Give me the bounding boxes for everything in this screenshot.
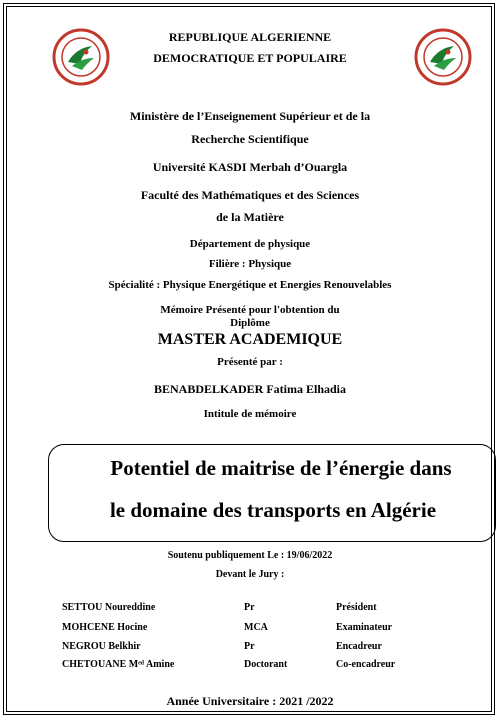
faculty-line-2: de la Matière xyxy=(216,210,284,224)
jury-grade: MCA xyxy=(244,622,268,633)
degree-title: MASTER ACADEMIQUE xyxy=(157,331,343,348)
ministry-line-2: Recherche Scientifique xyxy=(191,132,309,146)
memoire-title-line-2: le domaine des transports en Algérie xyxy=(109,498,437,522)
university-name: Université KASDI Merbah d’Ouargla xyxy=(152,160,348,174)
jury-grade: Pr xyxy=(244,602,255,613)
jury-role: Examinateur xyxy=(336,622,393,633)
defense-date: Soutenu publiquement Le : 19/06/2022 xyxy=(167,550,333,561)
republic-line-2: DEMOCRATIQUE ET POPULAIRE xyxy=(153,51,347,65)
presented-by-label: Présenté par : xyxy=(217,356,283,368)
jury-label: Devant le Jury : xyxy=(215,569,285,580)
republic-line-1: REPUBLIQUE ALGERIENNE xyxy=(168,30,332,44)
ministry-line-1: Ministère de l’Enseignement Supérieur et de la xyxy=(129,109,371,123)
memoire-title-line-1: Potentiel de maitrise de l’énergie dans xyxy=(110,456,452,480)
faculty-line-1: Faculté des Mathématiques et des Sciences xyxy=(140,188,360,202)
author-name: BENABDELKADER Fatima Elhadia xyxy=(153,382,347,396)
memoire-title-label: Intitule de mémoire xyxy=(203,408,297,420)
jury-name: MOHCENE Hocine xyxy=(62,622,148,633)
academic-year: Année Universitaire : 2021 /2022 xyxy=(166,694,334,708)
department: Département de physique xyxy=(189,238,311,250)
jury-role: Encadreur xyxy=(336,641,382,652)
presented-for-line-2: Diplôme xyxy=(230,317,270,329)
jury-grade: Pr xyxy=(244,641,255,652)
jury-grade: Doctorant xyxy=(244,659,288,670)
jury-name: SETTOU Noureddine xyxy=(62,602,156,613)
specialite: Spécialité : Physique Energétique et Energies Renouvelables xyxy=(108,279,392,291)
presented-for-line-1: Mémoire Présenté pour l'obtention du xyxy=(160,304,340,316)
jury-name: CHETOUANE Mᵉᵈ Amine xyxy=(62,659,175,670)
jury-role: Président xyxy=(336,602,377,613)
jury-role: Co-encadreur xyxy=(336,659,396,670)
jury-name: NEGROU Belkhir xyxy=(62,641,141,652)
filiere: Filière : Physique xyxy=(208,258,292,270)
